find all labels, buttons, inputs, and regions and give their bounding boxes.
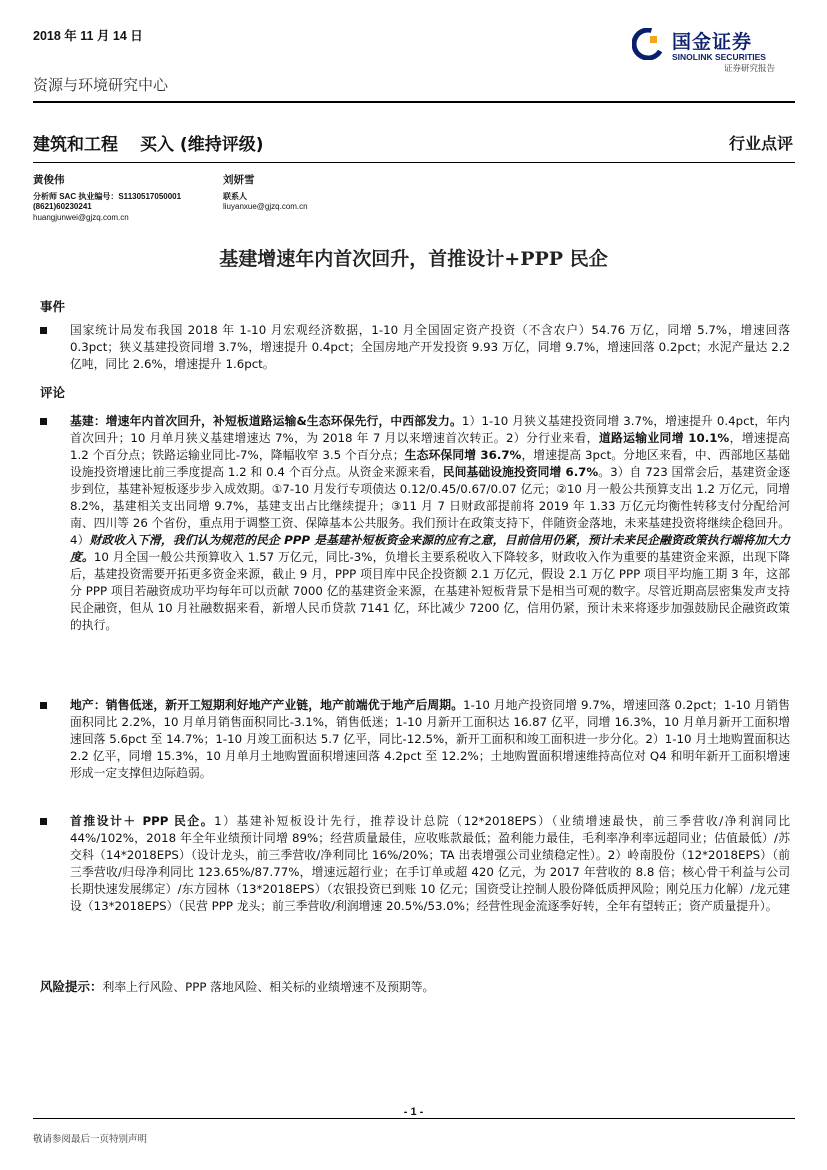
recommendation-paragraph xyxy=(70,813,790,915)
infrastructure-paragraph xyxy=(70,413,790,634)
analyst-phone: (8621)60230241 xyxy=(33,202,92,211)
analyst-sac-id: S1130517050001 xyxy=(118,191,182,201)
analyst-email: huangjunwei@gjzq.com.cn xyxy=(33,212,129,222)
risk-notice xyxy=(40,977,434,995)
recommendation-text: 1）基建补短板设计先行，推荐设计总院（12*2018EPS）（业绩增速最快，前三季营收/净利润同比 44%/102%，2018 年全年业绩预计同增 89%；经营质量最佳，应收账款最低；盈利能力最佳，毛利率净利率远超同业；估值最低）/苏交科（14*2018EPS）（设计龙头，前三季营收/净利同比 16%/20%；TA 出表增强公司业绩稳定性）。2）岭南股份（12*2018EPS）（前三季营收/归母净利同比 123.65%/87.77%，增速远超行业；在手订单或超 420 亿元，为 2017 年营收的 8.8 倍；核心骨干利益与公司长期快速发展绑定）/东方园林（13*2018EPS）（农银投资已到账 10 亿元；国资受让控制人股份降低质押风险；刚兑压力化解）/龙元建设（13*2018EPS）（民营 PPP 龙头；前三季营收/利润增速 20.5%/53.0%；经营性现金流逐季好转，全年有望转正；资产质量提升）。 xyxy=(70,814,790,913)
event-heading: 事件 xyxy=(40,299,66,314)
risk-text: 利率上行风险、PPP 落地风险、相关标的业绩增速不及预期等。 xyxy=(102,980,435,994)
rating-label: 买入 (维持评级) xyxy=(140,135,264,155)
analyst-name: 黄俊伟 xyxy=(33,174,65,186)
bullet-square-icon xyxy=(40,327,47,334)
bullet-square-icon xyxy=(40,418,47,425)
page-number: - 1 - xyxy=(403,1106,424,1118)
bullet-square-icon xyxy=(40,818,47,825)
real-estate-lead: 地产：销售低迷，新开工短期利好地产产业链，地产前端优于地产后周期。 xyxy=(70,698,464,712)
recommendation-lead: 首推设计＋ PPP 民企。 xyxy=(70,814,215,828)
sector-divider xyxy=(33,162,795,163)
bullet-square-icon xyxy=(40,702,47,709)
eco-env-highlight: 生态环保同增 36.7% xyxy=(404,448,522,462)
fiscal-revenue-highlight: 财政收入下滑，我们认为规范的民企 PPP 是基建补短板资金来源的应有之意，目前信用仍紧，预计未来民企融资政策执行端将加大力度。 xyxy=(70,533,790,564)
infrastructure-lead: 基建：增速年内首次回升，补短板道路运输&生态环保先行，中西部发力。 xyxy=(70,414,462,428)
real-estate-text: 1-10 月地产投资同增 9.7%，增速回落 0.2pct；1-10 月销售面积同比 2.2%，10 月单月销售面积同比-3.1%，销售低迷；1-10 月新开工面积达 16.87 亿平，同增 16.3%，10 月单月新开工面积增速回落 5.6pct 至 14.7%；1-10 月竣工面积达 5.7 亿平，同比-12.5%，新开工面积和竣工面积进一步分化。2）1-10 月土地购置面积达 2.2 亿平，同增 15.3%，10 月单月土地购置面积增速回落 4.2pct 至 12.2%；土地购置面积增速维持高位对 Q4 和明年新开工面积增速形成一定支撑但边际趋弱。 xyxy=(70,698,790,780)
analyst-card-2 xyxy=(223,175,308,213)
sector-name: 建筑和工程 xyxy=(33,135,118,155)
road-transport-highlight: 道路运输业同增 10.1% xyxy=(598,431,730,445)
comment-block-infrastructure xyxy=(40,413,790,634)
infrastructure-text-d: 。3）自 723 国常会后，基建资金逐步到位，基建补短板逐步步入成效期。①7-10 月发行专项债达 0.12/0.45/0.67/0.07 亿元；②10 月一般公共预算支出 1.2 万亿元，同增 8.2%，基建相关支出同增 9.7%，基建支出占比继续提升；③11 月 7 日财政部提前将 2019 年 1.33 万亿元均衡性转移支付分配给河南、四川等 26 个省份，重点用于调整工资、保障基本公共服务。我们预计在政策支持下，伴随资金落地，未来基建投资将继续企稳回升。4） xyxy=(70,465,791,547)
comment-block-recommendation xyxy=(40,813,790,915)
header-divider xyxy=(33,101,795,103)
infrastructure-text-b: ，增速提高 1.2 个百分点；铁路运输业同比-7%，降幅收窄 3.5 个百分点； xyxy=(70,431,790,462)
sector-rating xyxy=(33,130,285,155)
comment-heading: 评论 xyxy=(40,385,66,400)
risk-label: 风险提示： xyxy=(40,979,103,994)
private-investment-highlight: 民间基础设施投资同增 6.7% xyxy=(442,465,599,479)
contact-name: 刘妍雪 xyxy=(223,174,255,186)
logo-chinese-name: 国金证券 xyxy=(672,31,753,53)
infrastructure-text-e: 10 月全国一般公共预算收入 1.57 万亿元，同比-3%，负增长主要系税收入下降较多，财政收入作为重要的基建资金来源，出现下降后，基建投资需要开拓更多资金来源，截止 9 月，PPP 项目库中民企投资额 2.1 万亿元，假设 2.1 万亿 PPP 项目平均施工期 3 年，这部分 PPP 项目若融资成功平均每年可以贡献 7000 亿的基建资金来源，在基建补短板背景下是相当可观的数字。尽管近期高层密集发声支持民企融资，但从 10 月社融数据来看，新增人民币贷款 7141 亿，环比减少 7200 亿，信用仍紧，预计未来将逐步加强鼓励民企融资政策的执行。 xyxy=(70,550,790,632)
research-department: 资源与环境研究中心 xyxy=(33,76,169,94)
comment-block-real-estate xyxy=(40,697,790,782)
real-estate-paragraph xyxy=(70,697,790,782)
footer-disclaimer: 敬请参阅最后一页特别声明 xyxy=(33,1134,148,1145)
sinolink-logo-icon xyxy=(632,28,664,60)
report-category: 证券研究报告 xyxy=(724,64,776,74)
contact-email: liuyanxue@gjzq.com.cn xyxy=(223,202,308,211)
footer-divider xyxy=(33,1118,795,1119)
analyst-role-label: 分析师 SAC 执业编号： xyxy=(33,191,119,201)
contact-role: 联系人 xyxy=(223,191,247,201)
analyst-card-1 xyxy=(33,175,181,223)
report-title: 基建增速年内首次回升，首推设计+PPP 民企 xyxy=(219,248,608,270)
infrastructure-text-c: ，增速提高 3pct。分地区来看，中、西部地区基础设施投资增速比前三季度提高 1.2 和 0.4 个百分点。从资金来源来看， xyxy=(70,448,791,479)
event-block xyxy=(40,322,790,373)
infrastructure-text-a: 1）1-10 月狭义基建投资同增 3.7%，增速提升 0.4pct，年内首次回升；10 月单月狭义基建增速达 7%，为 2018 年 7 月以来增速首次转正。2）分行业来看， xyxy=(70,414,790,445)
event-paragraph: 国家统计局发布我国 2018 年 1-10 月宏观经济数据，1-10 月全国固定资产投资（不含农户）54.76 万亿，同增 5.7%，增速回落 0.3pct；狭义基建投资同增 3.7%，增速提升 0.4pct；全国房地产开发投资 9.93 万亿，同增 9.7%，增速回落 0.2pct；水泥产量达 2.2 亿吨，同比 2.6%，增速提升 1.6pct。 xyxy=(70,323,790,371)
logo-english-name: SINOLINK SECURITIES xyxy=(672,52,766,62)
report-date: 2018 年 11 月 14 日 xyxy=(33,29,143,43)
report-type: 行业点评 xyxy=(728,134,793,153)
